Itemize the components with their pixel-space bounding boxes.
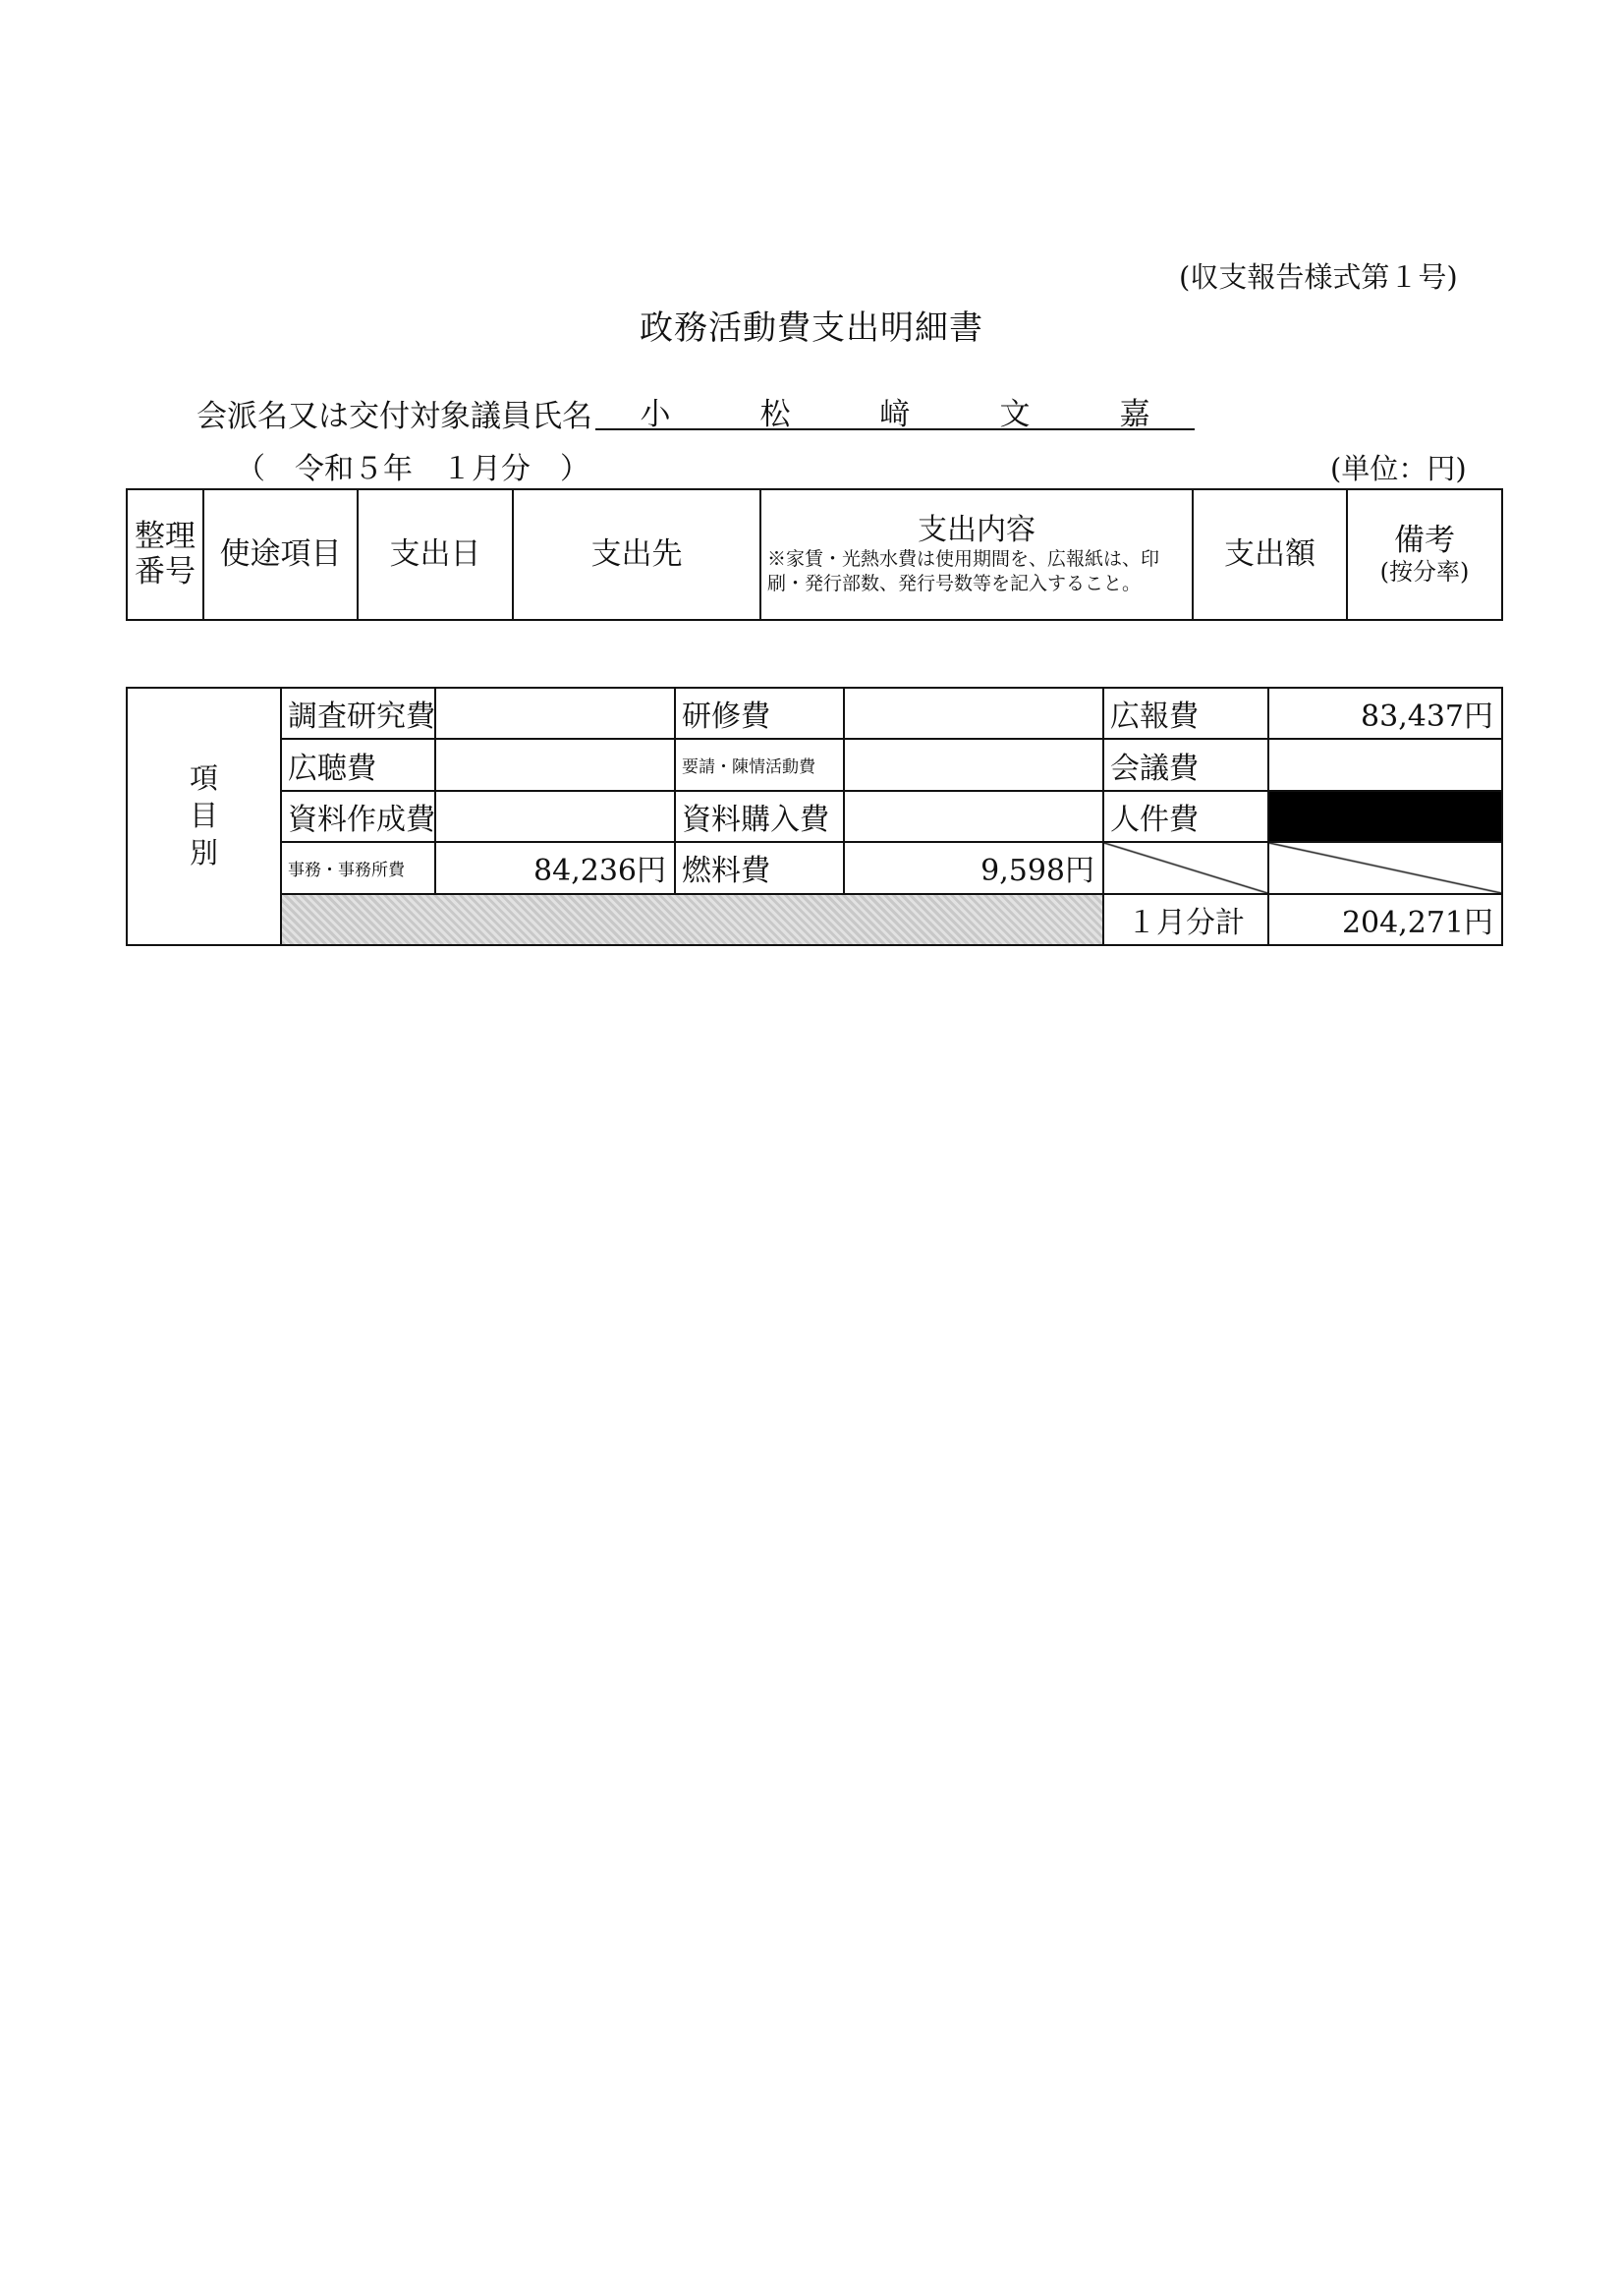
header-seiri-bango: 整理番号 bbox=[127, 489, 203, 620]
category-label: 燃料費 bbox=[675, 842, 844, 893]
header-shishutsu-gaku: 支出額 bbox=[1193, 489, 1347, 620]
category-amount bbox=[844, 791, 1103, 842]
period-label: （ 令和５年 １月分 ） bbox=[236, 452, 589, 486]
side-label-text: 項目別 bbox=[190, 761, 219, 869]
header-shito-komoku: 使途項目 bbox=[203, 489, 358, 620]
category-amount bbox=[435, 739, 675, 790]
category-amount bbox=[844, 739, 1103, 790]
unit-label: (単位：円) bbox=[1330, 452, 1467, 485]
category-amount: 83,437円 bbox=[1268, 688, 1502, 739]
table-row bbox=[127, 894, 1502, 945]
table-row bbox=[127, 791, 1502, 842]
form-number: (収支報告様式第１号) bbox=[1179, 260, 1458, 294]
category-side-label bbox=[127, 688, 281, 945]
empty-diagonal-cell bbox=[1268, 842, 1502, 893]
category-label: 資料作成費 bbox=[281, 791, 435, 842]
empty-diagonal-cell bbox=[1103, 842, 1268, 893]
member-name-char: 﨑 bbox=[879, 397, 911, 432]
member-name-char: 松 bbox=[759, 397, 791, 432]
member-name-field bbox=[595, 389, 1195, 430]
category-amount bbox=[844, 688, 1103, 739]
total-label: １月分計 bbox=[1103, 894, 1268, 945]
category-label: 要請・陳情活動費 bbox=[675, 739, 844, 790]
table-row bbox=[127, 688, 1502, 739]
header-biko-sub: (按分率) bbox=[1379, 557, 1470, 586]
header-shishutsu-saki: 支出先 bbox=[513, 489, 760, 620]
category-amount: 84,236円 bbox=[435, 842, 675, 893]
category-label: 人件費 bbox=[1103, 791, 1268, 842]
category-label: 会議費 bbox=[1103, 739, 1268, 790]
table-row bbox=[127, 842, 1502, 893]
member-name-char: 嘉 bbox=[1119, 397, 1150, 432]
table-row bbox=[127, 739, 1502, 790]
category-amount bbox=[1268, 739, 1502, 790]
category-amount bbox=[435, 791, 675, 842]
header-biko bbox=[1347, 489, 1502, 620]
category-amount bbox=[435, 688, 675, 739]
category-label: 資料購入費 bbox=[675, 791, 844, 842]
header-naiyo-note: ※家賃・光熱水費は使用期間を、広報紙は、印刷・発行部数、発行号数等を記入すること。 bbox=[767, 548, 1160, 594]
redacted-amount-cell bbox=[1268, 791, 1502, 842]
category-label: 研修費 bbox=[675, 688, 844, 739]
shaded-blank-cell bbox=[281, 894, 1103, 945]
member-label: 会派名又は交付対象議員氏名 bbox=[196, 399, 592, 434]
category-label: 事務・事務所費 bbox=[281, 842, 435, 893]
total-amount: 204,271円 bbox=[1268, 894, 1502, 945]
category-amount: 9,598円 bbox=[844, 842, 1103, 893]
document-title: 政務活動費支出明細書 bbox=[640, 308, 983, 348]
expense-header-table bbox=[126, 488, 1503, 621]
category-label: 調査研究費 bbox=[281, 688, 435, 739]
member-name-char: 文 bbox=[999, 397, 1031, 432]
category-summary-table bbox=[126, 687, 1503, 946]
header-biko-title: 備考 bbox=[1394, 522, 1455, 558]
header-shishutsu-bi: 支出日 bbox=[358, 489, 513, 620]
member-name-char: 小 bbox=[640, 397, 671, 432]
header-naiyo-title: 支出内容 bbox=[918, 512, 1035, 547]
header-naiyo bbox=[760, 489, 1193, 620]
category-label: 広報費 bbox=[1103, 688, 1268, 739]
category-label: 広聴費 bbox=[281, 739, 435, 790]
